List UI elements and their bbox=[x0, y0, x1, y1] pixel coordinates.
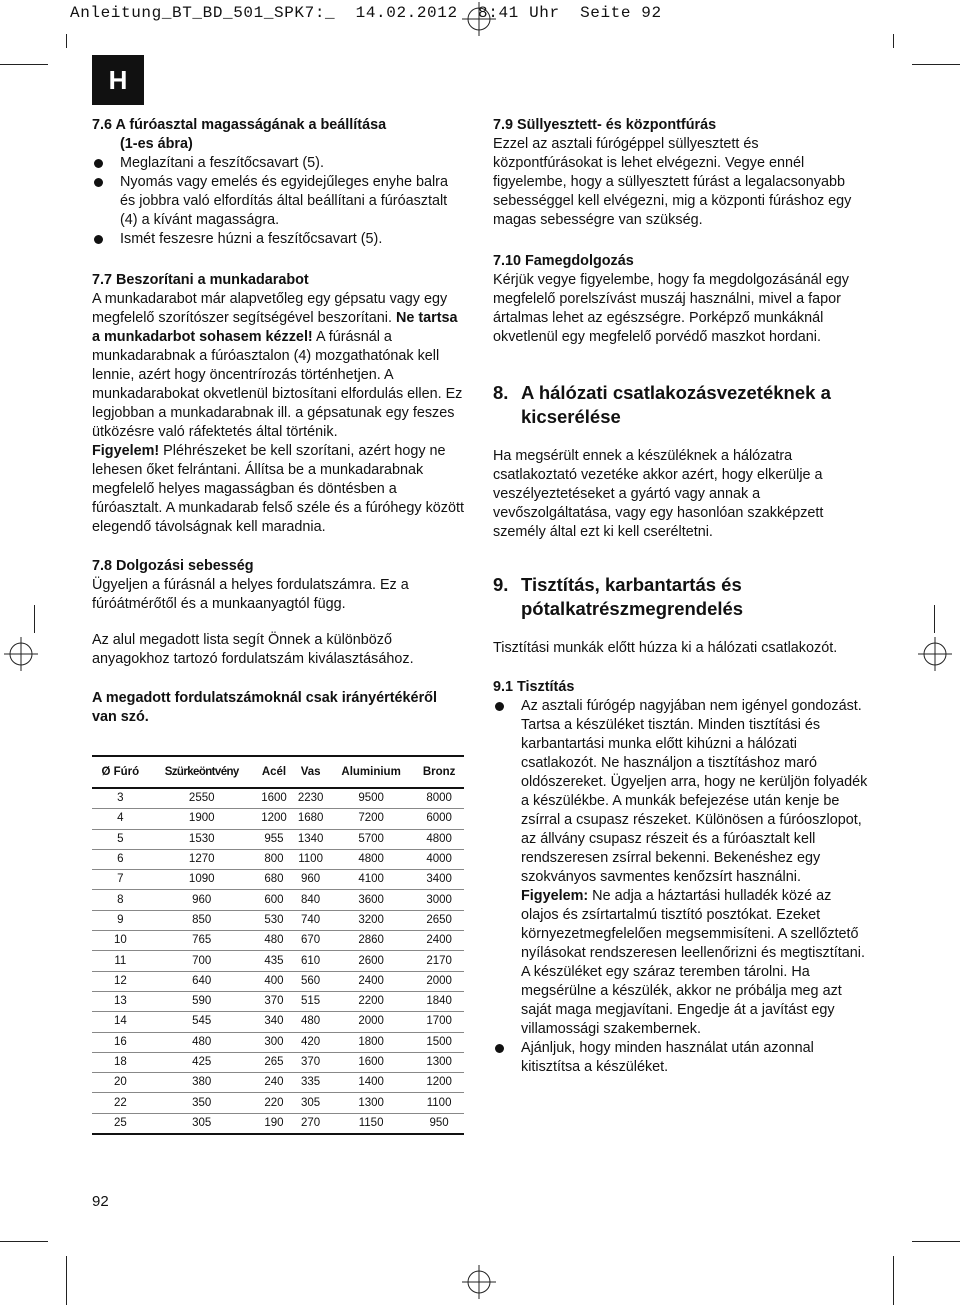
table-cell: 740 bbox=[293, 910, 328, 930]
warning-text: Ne tartsa a munkadarbot sohasem kézzel! bbox=[92, 310, 458, 345]
table-cell: 1680 bbox=[293, 809, 328, 829]
table-row bbox=[92, 1032, 464, 1052]
table-cell: 2650 bbox=[414, 910, 464, 930]
bullet-icon bbox=[495, 702, 504, 711]
table-cell: 2000 bbox=[328, 1012, 414, 1032]
table-cell: 1340 bbox=[293, 829, 328, 849]
table-cell: 800 bbox=[255, 849, 293, 869]
table-row bbox=[92, 931, 464, 951]
table-cell: 14 bbox=[92, 1012, 149, 1032]
table-cell: 1300 bbox=[414, 1052, 464, 1072]
table-cell: 265 bbox=[255, 1052, 293, 1072]
paragraph-text: Az alul megadott lista segít Önnek a különböző anyagokhoz tartozó fordulatszám kiválasztásához. bbox=[92, 632, 414, 667]
table-cell: 1400 bbox=[328, 1073, 414, 1093]
table-cell: 840 bbox=[293, 890, 328, 910]
page-number: 92 bbox=[92, 1193, 109, 1210]
table-cell: 1100 bbox=[293, 849, 328, 869]
table-cell: 190 bbox=[255, 1113, 293, 1134]
table-cell: 545 bbox=[149, 1012, 255, 1032]
table-cell: 610 bbox=[293, 951, 328, 971]
table-cell: 5700 bbox=[328, 829, 414, 849]
section-7-7-text bbox=[92, 290, 464, 537]
paragraph-text: A munkadarabot már alapvetőleg egy gépsatu vagy egy megfelelő szorítószer segítségével beszorítani. bbox=[92, 291, 448, 326]
registration-mark-bottom bbox=[462, 1265, 496, 1299]
table-cell: 1800 bbox=[328, 1032, 414, 1052]
table-cell: 1600 bbox=[255, 788, 293, 809]
table-cell: 3400 bbox=[414, 870, 464, 890]
section-9-1-title: 9.1 Tisztítás bbox=[493, 679, 575, 695]
table-cell: 16 bbox=[92, 1032, 149, 1052]
section-9-title bbox=[493, 573, 871, 621]
trim-mark bbox=[934, 605, 935, 633]
table-cell: 560 bbox=[293, 971, 328, 991]
table-cell: 2170 bbox=[414, 951, 464, 971]
table-cell: 2860 bbox=[328, 931, 414, 951]
table-row bbox=[92, 829, 464, 849]
table-cell: 6 bbox=[92, 849, 149, 869]
table-row bbox=[92, 910, 464, 930]
table-cell: 25 bbox=[92, 1113, 149, 1134]
paragraph-text: Kérjük vegye figyelembe, hogy fa megdolgozásánál egy megfelelő porelszívást muszáj használni, mivel a fapor ártalmas lehet az egészségre. Porképző munkáknál okvetlenül egy megfelelő porvédő maszkot hordani. bbox=[493, 272, 849, 345]
table-cell: 3600 bbox=[328, 890, 414, 910]
trim-mark bbox=[66, 1256, 67, 1305]
trim-mark bbox=[893, 1256, 894, 1305]
list-item bbox=[92, 230, 464, 249]
table-cell: 425 bbox=[149, 1052, 255, 1072]
list-item bbox=[493, 1039, 871, 1077]
list-item-text: Ne adja a háztartási hulladék közé az olajos és zsírtartalmú tisztító posztókat. Ezeket környezetmegfelelően megsemmisíteni. A szellőztető nyílásokat rendszeresen leellenőrizni és megtisztítani. A készüléket egy száraz teremben tárolni. Ha megsérülne a készülék, akkor ne próbálja meg azt saját maga megjavítani. Engedje át a javítást egy villamossági szakembernek. bbox=[521, 888, 865, 1037]
table-cell: 960 bbox=[293, 870, 328, 890]
table-cell: 2400 bbox=[328, 971, 414, 991]
table-cell: 4800 bbox=[414, 829, 464, 849]
language-badge: H bbox=[92, 55, 144, 105]
table-cell: 5 bbox=[92, 829, 149, 849]
table-cell: 400 bbox=[255, 971, 293, 991]
table-cell: 6000 bbox=[414, 809, 464, 829]
section-7-10-title: 7.10 Famegdolgozás bbox=[493, 253, 634, 269]
table-cell: 7 bbox=[92, 870, 149, 890]
table-cell: 10 bbox=[92, 931, 149, 951]
table-cell: 950 bbox=[414, 1113, 464, 1134]
table-cell: 1100 bbox=[414, 1093, 464, 1113]
table-cell: 960 bbox=[149, 890, 255, 910]
print-slug-header: Anleitung_BT_BD_501_SPK7:_ 14.02.2012 8:41 Uhr Seite 92 bbox=[70, 4, 662, 22]
table-cell: 3000 bbox=[414, 890, 464, 910]
table-cell: 9 bbox=[92, 910, 149, 930]
table-cell: 1300 bbox=[328, 1093, 414, 1113]
table-cell: 8000 bbox=[414, 788, 464, 809]
list-item-text: Nyomás vagy emelés és egyidejűleges enyhe balra és jobbra való elfordítás által beállítani a fúróasztalt (4) a kívánt magasságra. bbox=[120, 174, 448, 228]
table-cell: 955 bbox=[255, 829, 293, 849]
right-column bbox=[493, 116, 871, 1077]
table-cell: 380 bbox=[149, 1073, 255, 1093]
left-column bbox=[92, 116, 464, 1135]
trim-mark bbox=[34, 605, 35, 633]
table-header-cell: Bronz bbox=[414, 756, 464, 788]
table-cell: 1270 bbox=[149, 849, 255, 869]
table-header-cell: Szürkeöntvény bbox=[149, 756, 255, 788]
table-row bbox=[92, 1113, 464, 1134]
table-cell: 2600 bbox=[328, 951, 414, 971]
table-header-cell: Aluminium bbox=[328, 756, 414, 788]
table-cell: 8 bbox=[92, 890, 149, 910]
table-cell: 4000 bbox=[414, 849, 464, 869]
table-cell: 370 bbox=[255, 991, 293, 1011]
table-cell: 480 bbox=[293, 1012, 328, 1032]
table-cell: 335 bbox=[293, 1073, 328, 1093]
table-header-cell: Vas bbox=[293, 756, 328, 788]
paragraph-text: Tisztítási munkák előtt húzza ki a hálózati csatlakozót. bbox=[493, 640, 838, 656]
table-cell: 370 bbox=[293, 1052, 328, 1072]
bullet-icon bbox=[94, 178, 103, 187]
table-header-cell: Acél bbox=[255, 756, 293, 788]
section-7-7-title: 7.7 Beszorítani a munkadarabot bbox=[92, 272, 309, 288]
paragraph-text: Ezzel az asztali fúrógéppel süllyesztett és központfúrásokat is lehet elvégezni. Vegye ennél figyelembe, hogy a süllyesztett fúrást a legalacsonyabb sebességgel kell elvégezni, mig a központi fúráshoz egy magas sebességre van szükség. bbox=[493, 136, 852, 228]
section-7-6-title: 7.6 A fúróasztal magasságának a beállítása bbox=[92, 117, 387, 133]
table-row bbox=[92, 788, 464, 809]
table-cell: 9500 bbox=[328, 788, 414, 809]
table-cell: 11 bbox=[92, 951, 149, 971]
table-header-cell: Ø Fúró bbox=[92, 756, 149, 788]
table-row bbox=[92, 1093, 464, 1113]
section-heading: Tisztítás, karbantartás és pótalkatrészmegrendelés bbox=[521, 574, 744, 619]
section-number: 9. bbox=[493, 574, 509, 595]
table-row bbox=[92, 1012, 464, 1032]
table-cell: 600 bbox=[255, 890, 293, 910]
table-cell: 850 bbox=[149, 910, 255, 930]
table-row bbox=[92, 951, 464, 971]
paragraph-text: Ha megsérült ennek a készüléknek a hálózatra csatlakoztató vezetéke akkor azért, hogy elkerülje a veszélyeztetéseket a gyártó vagy annak a vevőszolgáltatása, vagy egy hasonlóan szakképzett személy által ezt ki kell cseréltetni. bbox=[493, 448, 824, 540]
section-heading: A hálózati csatlakozásvezetéknek a kicserélése bbox=[521, 382, 831, 427]
table-cell: 480 bbox=[255, 931, 293, 951]
table-cell: 20 bbox=[92, 1073, 149, 1093]
attention-label: Figyelem: bbox=[521, 888, 589, 904]
table-cell: 350 bbox=[149, 1093, 255, 1113]
table-cell: 220 bbox=[255, 1093, 293, 1113]
table-cell: 3200 bbox=[328, 910, 414, 930]
bullet-icon bbox=[495, 1044, 504, 1053]
list-item-text: Az asztali fúrógép nagyjában nem igényel gondozást. Tartsa a készüléket tisztán. Minden tisztítási és karbantartási munka előtt kihúzni a hálózati csatlakozót. Ne használjon a tisztításhoz maró oldószereket. Ügyeljen arra, hogy ne kerüljön folyadék a készülékbe. A munkák befejezése után kenje be zsírral a csupasz részeket. Különösen a fúróoszlopot, az állvány csupasz részeit és a fúróasztalt kell rendszeresen zsírral bekenni. Bekenéshez egy szokványos savmentes kenőzsírt használni. bbox=[521, 698, 868, 885]
table-row bbox=[92, 890, 464, 910]
table-cell: 305 bbox=[149, 1113, 255, 1134]
note-bold-text: A megadott fordulatszámoknál csak irányértékéről van szó. bbox=[92, 690, 437, 725]
table-cell: 340 bbox=[255, 1012, 293, 1032]
table-cell: 2230 bbox=[293, 788, 328, 809]
table-cell: 1200 bbox=[414, 1073, 464, 1093]
trim-mark bbox=[912, 1241, 960, 1242]
bullet-icon bbox=[94, 159, 103, 168]
table-cell: 680 bbox=[255, 870, 293, 890]
table-row bbox=[92, 849, 464, 869]
registration-mark-top bbox=[462, 2, 496, 36]
table-cell: 1700 bbox=[414, 1012, 464, 1032]
paragraph-text: Ügyeljen a fúrásnál a helyes fordulatszámra. Ez a fúróátmérőtől és a munkaanyagtól függ. bbox=[92, 577, 409, 612]
list-item-text: Ismét feszesre húzni a feszítőcsavart (5). bbox=[120, 231, 383, 247]
list-item-text: Ajánljuk, hogy minden használat után azonnal kitisztítsa a készüléket. bbox=[521, 1040, 814, 1075]
table-cell: 1600 bbox=[328, 1052, 414, 1072]
table-row bbox=[92, 1052, 464, 1072]
table-cell: 18 bbox=[92, 1052, 149, 1072]
table-row bbox=[92, 809, 464, 829]
trim-mark bbox=[66, 34, 67, 48]
table-cell: 1500 bbox=[414, 1032, 464, 1052]
table-cell: 4100 bbox=[328, 870, 414, 890]
table-cell: 13 bbox=[92, 991, 149, 1011]
table-cell: 2550 bbox=[149, 788, 255, 809]
table-cell: 4 bbox=[92, 809, 149, 829]
table-cell: 2200 bbox=[328, 991, 414, 1011]
table-cell: 270 bbox=[293, 1113, 328, 1134]
table-cell: 7200 bbox=[328, 809, 414, 829]
table-cell: 2000 bbox=[414, 971, 464, 991]
table-cell: 1200 bbox=[255, 809, 293, 829]
section-number: 8. bbox=[493, 382, 509, 403]
table-cell: 1150 bbox=[328, 1113, 414, 1134]
section-7-9-title: 7.9 Süllyesztett- és központfúrás bbox=[493, 117, 717, 133]
registration-mark-left bbox=[4, 637, 38, 671]
speed-table bbox=[92, 755, 464, 1135]
bullet-icon bbox=[94, 235, 103, 244]
table-cell: 640 bbox=[149, 971, 255, 991]
table-cell: 22 bbox=[92, 1093, 149, 1113]
section-7-8-title: 7.8 Dolgozási sebesség bbox=[92, 558, 254, 574]
list-item bbox=[493, 697, 871, 1039]
table-cell: 530 bbox=[255, 910, 293, 930]
paragraph-text: A fúrásnál a munkadarabnak a fúróasztalon (4) mozgathatónak kell lennie, azért hogy öncentrírozás történhetjen. A munkadarabokat okvetlenül biztosítani elfordulás ellen. Ez legjobban a munkadarabnak ill. a gépsatunak egy feszes ütközésre való ráfektetés által történik. bbox=[92, 329, 463, 440]
trim-mark bbox=[0, 64, 48, 65]
table-cell: 2400 bbox=[414, 931, 464, 951]
paragraph-text: Pléhrészeket be kell szorítani, azért hogy ne lehesen őket felrántani. Állítsa be a munkadarabnak megfelelő helyes magasságban és döntésben a fúróasztalt. A munkadarab felső széle és a fúróhegy között elegendő távolságnak kell maradnia. bbox=[92, 443, 464, 535]
list-item bbox=[92, 154, 464, 173]
list-item-text: Meglazítani a feszítőcsavart (5). bbox=[120, 155, 324, 171]
table-cell: 765 bbox=[149, 931, 255, 951]
table-cell: 240 bbox=[255, 1073, 293, 1093]
table-cell: 1090 bbox=[149, 870, 255, 890]
table-cell: 590 bbox=[149, 991, 255, 1011]
table-cell: 300 bbox=[255, 1032, 293, 1052]
table-row bbox=[92, 991, 464, 1011]
table-row bbox=[92, 1073, 464, 1093]
table-cell: 515 bbox=[293, 991, 328, 1011]
list-item bbox=[92, 173, 464, 230]
table-cell: 4800 bbox=[328, 849, 414, 869]
table-row bbox=[92, 870, 464, 890]
table-header-row bbox=[92, 756, 464, 788]
table-cell: 670 bbox=[293, 931, 328, 951]
table-cell: 3 bbox=[92, 788, 149, 809]
trim-mark bbox=[912, 64, 960, 65]
registration-mark-right bbox=[918, 637, 952, 671]
table-cell: 12 bbox=[92, 971, 149, 991]
table-cell: 305 bbox=[293, 1093, 328, 1113]
table-cell: 420 bbox=[293, 1032, 328, 1052]
trim-mark bbox=[0, 1241, 48, 1242]
table-cell: 1900 bbox=[149, 809, 255, 829]
attention-label: Figyelem! bbox=[92, 443, 160, 459]
table-cell: 700 bbox=[149, 951, 255, 971]
table-cell: 1530 bbox=[149, 829, 255, 849]
table-cell: 435 bbox=[255, 951, 293, 971]
table-row bbox=[92, 971, 464, 991]
table-cell: 1840 bbox=[414, 991, 464, 1011]
table-cell: 480 bbox=[149, 1032, 255, 1052]
trim-mark bbox=[893, 34, 894, 48]
section-7-6-subtitle: (1-es ábra) bbox=[120, 136, 193, 152]
section-8-title bbox=[493, 381, 871, 429]
